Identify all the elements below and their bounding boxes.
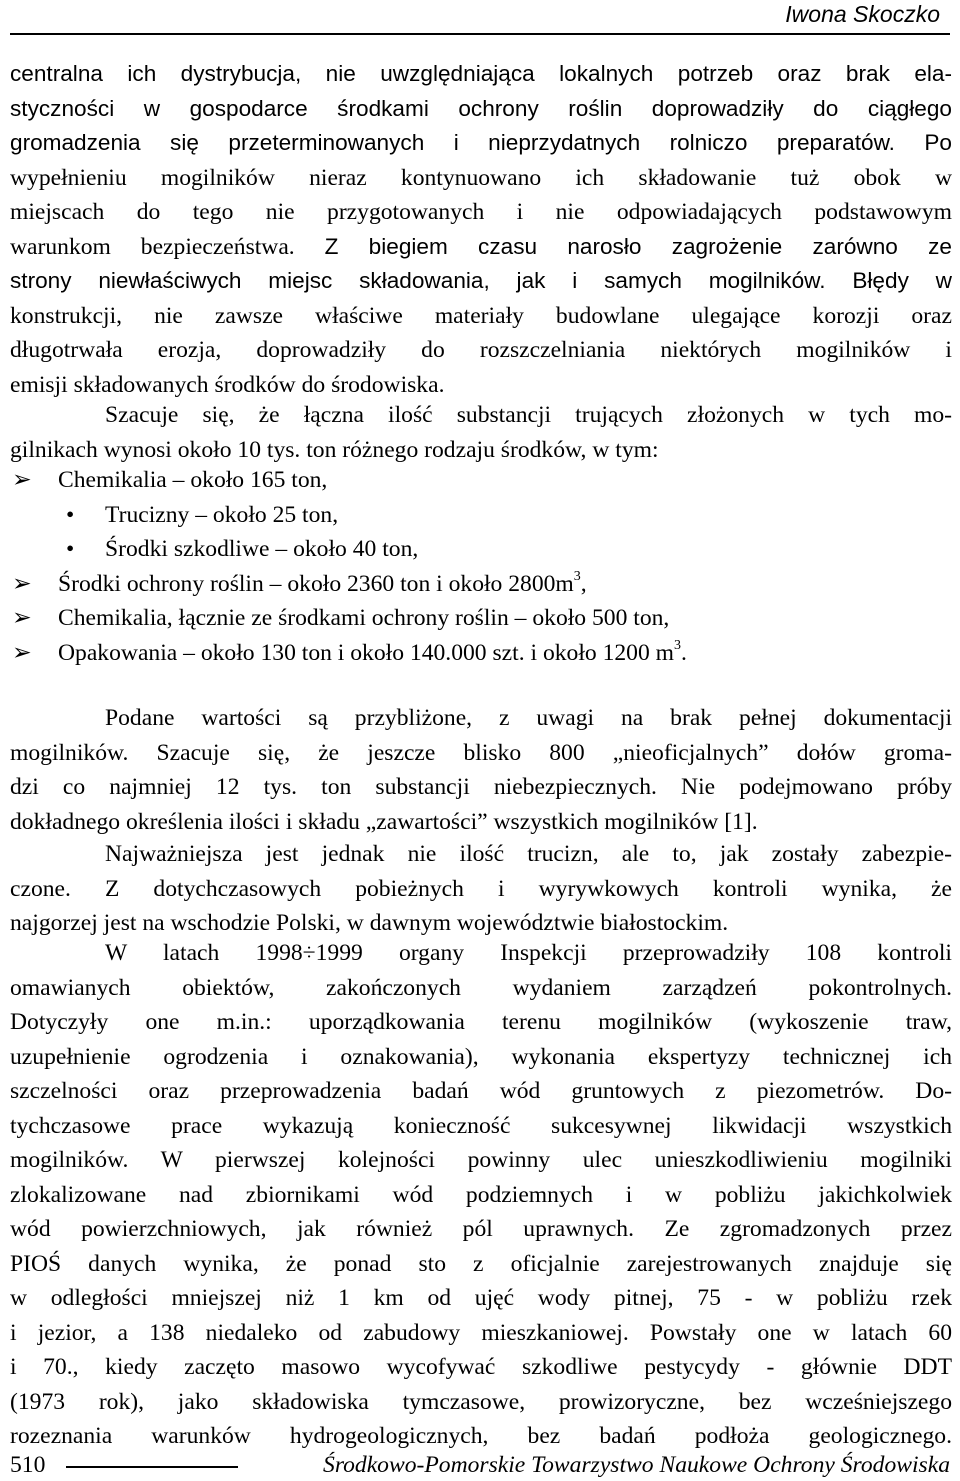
- text-line: rozeznania warunków hydrogeologicznych, bez badań podłoża geologicznego.: [10, 1423, 952, 1449]
- paragraph-3: [10, 701, 952, 839]
- paragraph-1: [10, 57, 952, 402]
- text-line: miejscach do tego nie przygotowanych i nie odpowiadających podstawowym: [10, 199, 952, 225]
- sub-list-item: • Trucizny – około 25 ton,: [10, 498, 952, 533]
- list-item: ➢ Chemikalia, łącznie ze środkami ochrony roślin – około 500 ton,: [10, 601, 952, 636]
- text-line: emisji składowanych środków do środowiska.: [10, 371, 445, 398]
- text-line: dzi co najmniej 12 tys. ton substancji niebezpiecznych. Nie podejmowano próby: [10, 774, 952, 800]
- text-line: i jezior, a 138 niedaleko od zabudowy mieszkaniowej. Powstały one w latach 60: [10, 1319, 952, 1346]
- text-line: długotrwała erozja, doprowadziły do rozszczelniania niektórych mogilników i: [10, 337, 952, 363]
- running-footer: [10, 1450, 950, 1480]
- text-line: czone. Z dotychczasowych pobieżnych i wyrywkowych kontroli wynika, że: [10, 875, 952, 902]
- text-line: w odległości mniejszej niż 1 km od ujęć wody pitnej, 75 - w pobliżu rzek: [10, 1285, 952, 1311]
- text-line: omawianych obiektów, zakończonych wydaniem zarządzeń pokontrolnych.: [10, 974, 952, 1001]
- page-number: 510: [10, 1452, 46, 1478]
- text-line: Dotyczyły one m.in.: uporządkowania terenu mogilników (wykoszenie traw,: [10, 1009, 952, 1035]
- text-line: centralna ich dystrybucja, nie uwzględniająca lokalnych potrzeb oraz brak ela-: [10, 61, 952, 86]
- text-line: Podane wartości są przybliżone, z uwagi na brak pełnej dokumentacji: [105, 705, 952, 731]
- text-line: styczności w gospodarce środkami ochrony roślin doprowadziły do ciągłego: [10, 95, 952, 121]
- paragraph-4: [10, 837, 952, 941]
- text-line: uzupełnienie ogrodzenia i oznakowania), wykonania ekspertyzy technicznej ich: [10, 1043, 952, 1070]
- text-line: tychczasowe prace wykazują konieczność sukcesywnej likwidacji wszystkich: [10, 1112, 952, 1139]
- paragraph-5: [10, 936, 952, 1454]
- arrow-bullet-icon: ➢: [12, 467, 32, 493]
- journal-name: Środkowo-Pomorskie Towarzystwo Naukowe Ochrony Środowiska: [323, 1452, 950, 1478]
- text-line: szczelności oraz przeprowadzenia badań wód gruntowych z piezometrów. Do-: [10, 1078, 952, 1104]
- text-line: najgorzej jest na wschodzie Polski, w dawnym województwie białostockim.: [10, 910, 729, 936]
- dot-bullet-icon: •: [66, 501, 75, 528]
- dot-bullet-icon: •: [66, 536, 75, 562]
- footer-divider: [66, 1466, 238, 1468]
- text-line: dokładnego określenia ilości i składu „zawartości” wszystkich mogilników [1].: [10, 808, 758, 835]
- text-line: wypełnieniu mogilników nieraz kontynuowano ich składowanie tuż obok w: [10, 164, 952, 191]
- text-line: mogilników. Szacuje się, że jeszcze blisko 800 „nieoficjalnych” dołów groma-: [10, 739, 952, 766]
- text-line: konstrukcji, nie zawsze właściwe materiały budowlane ulegające korozji oraz: [10, 302, 952, 329]
- list-item: ➢ Chemikalia – około 165 ton,: [10, 463, 952, 498]
- header-author: Iwona Skoczko: [785, 1, 940, 27]
- substance-list: [10, 463, 952, 670]
- text-line: PIOŚ danych wynika, że ponad sto z oficjalnie zarejestrowanych znajduje się: [10, 1250, 952, 1277]
- text-line: zlokalizowane nad zbiornikami wód podziemnych i w pobliżu jakichkolwiek: [10, 1181, 952, 1208]
- arrow-bullet-icon: ➢: [12, 570, 32, 597]
- text-line: Szacuje się, że łączna ilość substancji trujących złożonych w tych mo-: [105, 402, 952, 428]
- text-line: Najważniejsza jest jednak nie ilość trucizn, ale to, jak zostały zabezpie-: [105, 841, 952, 867]
- text-line: W latach 1998÷1999 organy Inspekcji przeprowadziły 108 kontroli: [105, 940, 952, 966]
- list-item: ➢ Środki ochrony roślin – około 2360 ton i około $2800m^3$,: [10, 567, 952, 602]
- text-line: warunkom bezpieczeństwa. Z biegiem czasu narosło zagrożenie zarówno ze: [10, 233, 952, 260]
- text-line: gilnikach wynosi około 10 tys. ton różnego rodzaju środków, w tym:: [10, 436, 659, 463]
- sub-list-item: • Środki szkodliwe – około 40 ton,: [10, 532, 952, 567]
- text-line: gromadzenia się przeterminowanych i nieprzydatnych rolniczo preparatów. Po: [10, 130, 952, 155]
- text-line: wód powierzchniowych, jak również pól uprawnych. Ze zgromadzonych przez: [10, 1216, 952, 1242]
- arrow-bullet-icon: ➢: [12, 605, 32, 631]
- text-line: i 70., kiedy zaczęto masowo wycofywać szkodliwe pestycydy - głównie DDT: [10, 1354, 952, 1380]
- arrow-bullet-icon: ➢: [12, 639, 32, 666]
- running-header: [10, 0, 950, 35]
- text-line: (1973 rok), jako składowiska tymczasowe, prowizoryczne, bez wcześniejszego: [10, 1388, 952, 1415]
- list-item: ➢ Opakowania – około 130 ton i około 140.000 szt. i około 1200 $m^3$.: [10, 636, 952, 671]
- text-line: strony niewłaściwych miejsc składowania, jak i samych mogilników. Błędy w: [10, 268, 952, 293]
- paragraph-2: [10, 398, 952, 467]
- text-line: mogilników. W pierwszej kolejności powinny ulec unieszkodliwieniu mogilniki: [10, 1147, 952, 1173]
